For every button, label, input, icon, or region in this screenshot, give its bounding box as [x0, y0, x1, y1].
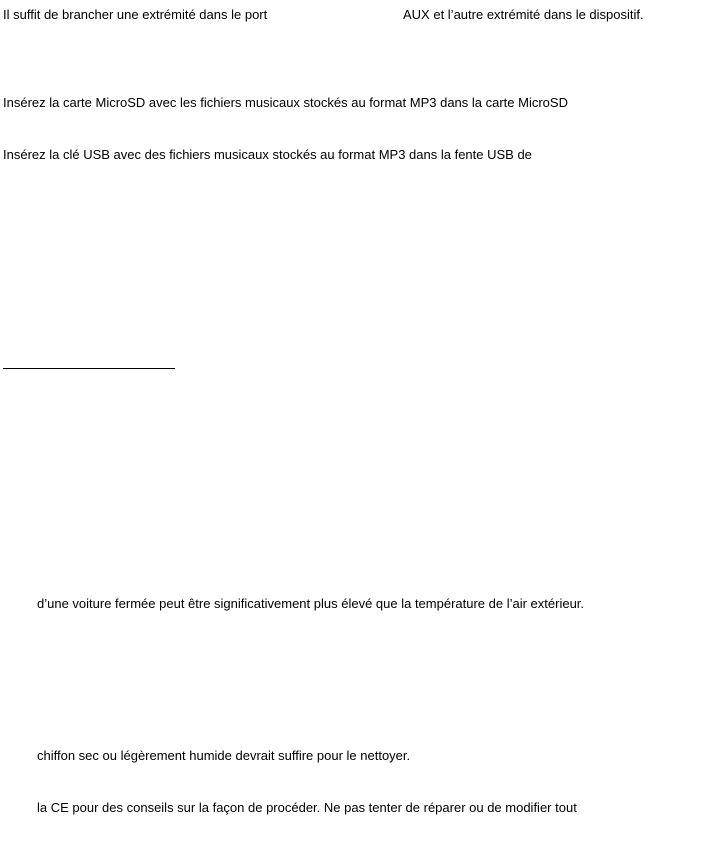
repair-warning: la CE pour des conseils sur la façon de procéder. Ne pas tenter de réparer ou de modifier tout [37, 800, 577, 815]
cleaning-instruction: chiffon sec ou légèrement humide devrait suffire pour le nettoyer. [37, 748, 411, 763]
usb-instruction: Insérez la clé USB avec des fichiers musicaux stockés au format MP3 dans la fente USB de [3, 147, 532, 162]
microsd-instruction: Insérez la carte MicroSD avec les fichiers musicaux stockés au format MP3 dans la carte MicroSD [3, 95, 568, 110]
aux-instruction-part2: AUX et l’autre extrémité dans le dispositif. [403, 7, 644, 22]
footnote-separator [3, 368, 175, 369]
aux-instruction-part1: Il suffit de brancher une extrémité dans le port [3, 7, 268, 22]
car-temperature-warning: d’une voiture fermée peut être significativement plus élevé que la température de l’air extérieur. [37, 596, 585, 611]
